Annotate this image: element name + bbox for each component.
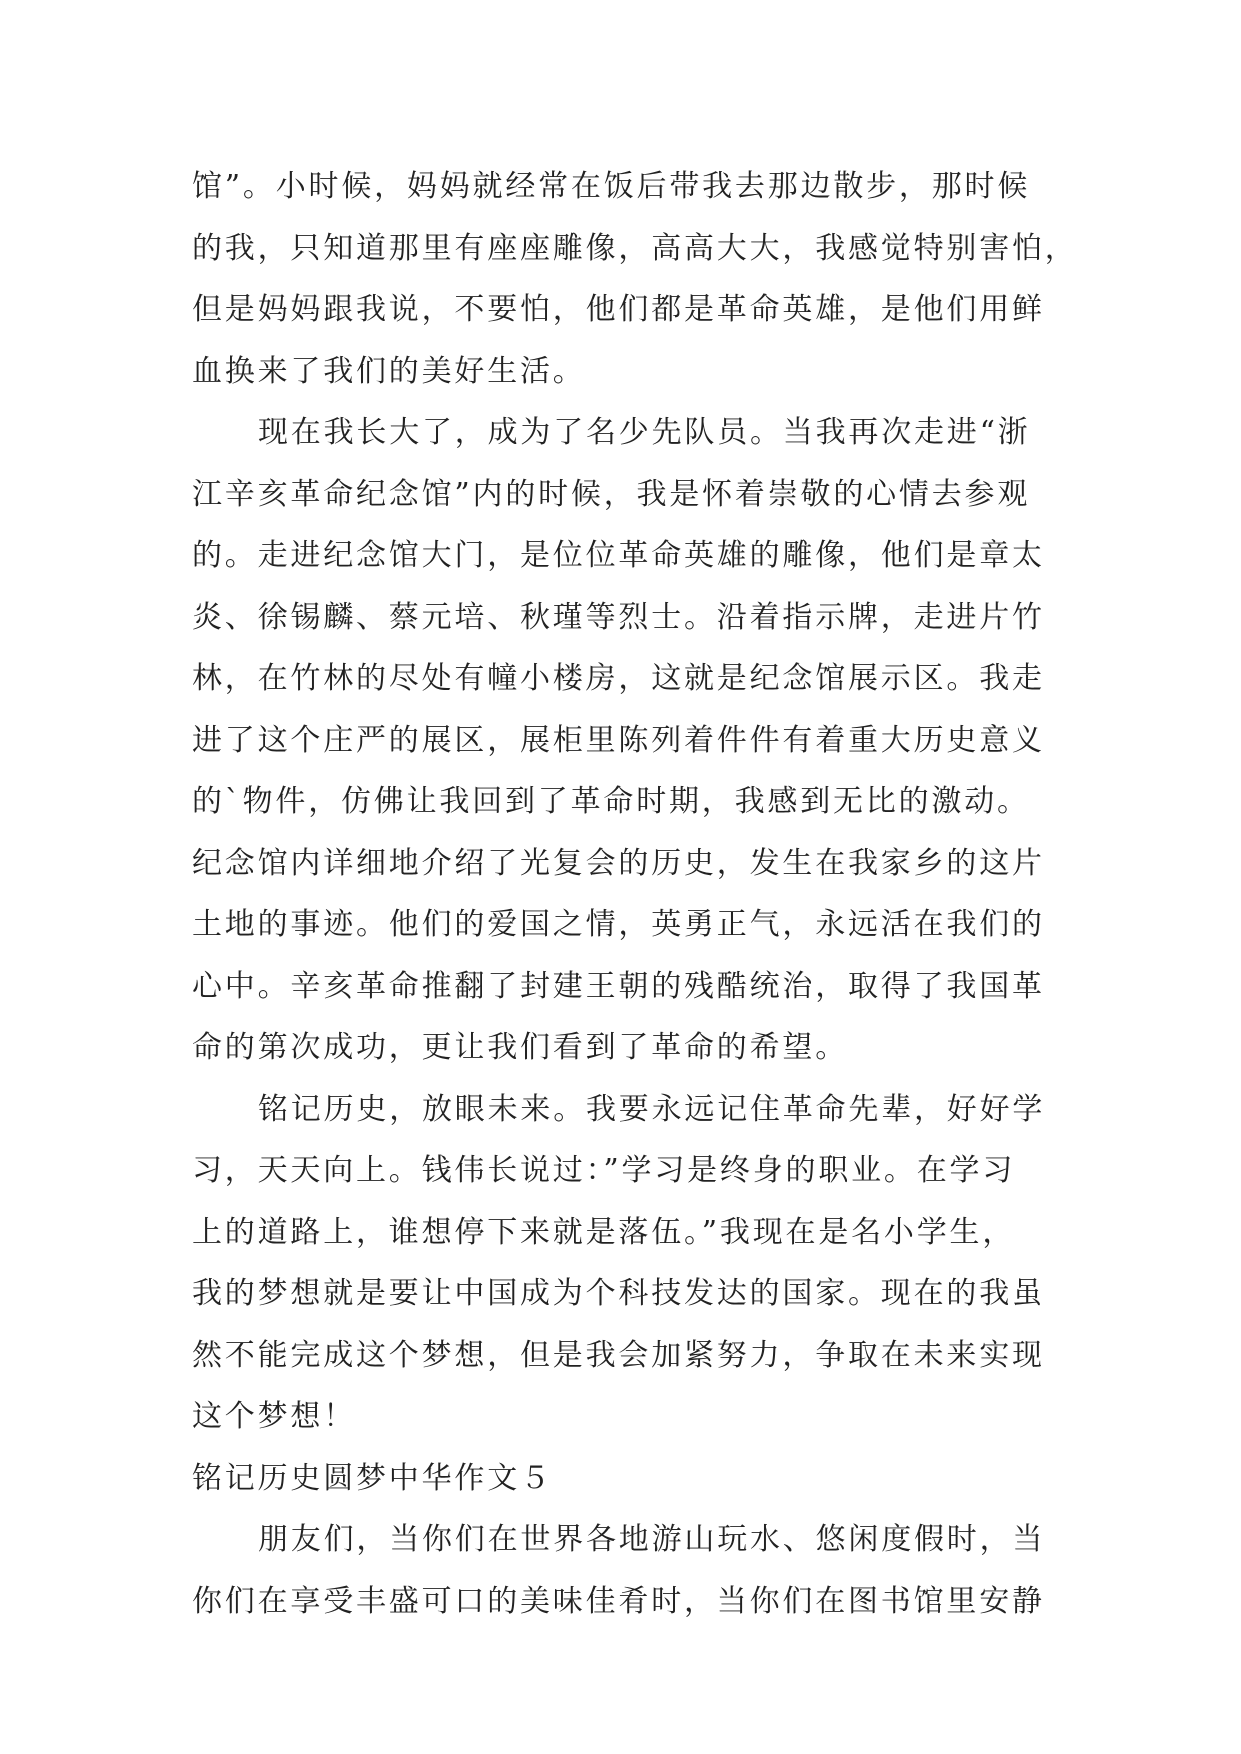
text-line: 你们在享受丰盛可口的美味佳肴时，当你们在图书馆里安静	[192, 1583, 1045, 1619]
text-line: 土地的事迹。他们的爱国之情，英勇正气，永远活在我们的	[192, 907, 1045, 942]
text-line: 铭记历史圆梦中华作文５	[192, 1460, 553, 1496]
text-line: 这个梦想！	[192, 1399, 356, 1434]
text-line: 但是妈妈跟我说，不要怕，他们都是革命英雄，是他们用鲜	[192, 292, 1045, 327]
text-line: 的我，只知道那里有座座雕像，高高大大，我感觉特别害怕，	[192, 230, 1078, 266]
text-line: 纪念馆内详细地介绍了光复会的历史，发生在我家乡的这片	[192, 845, 1045, 881]
text-line: 现在我长大了，成为了名少先队员。当我再次走进“浙	[258, 415, 1031, 450]
text-line: 馆”。小时候，妈妈就经常在饭后带我去那边散步，那时候	[192, 169, 1031, 204]
text-line: 然不能完成这个梦想，但是我会加紧努力，争取在未来实现	[192, 1337, 1045, 1373]
text-line: 炎、徐锡麟、蔡元培、秋瑾等烈士。沿着指示牌，走进片竹	[192, 599, 1045, 635]
text-line: 心中。辛亥革命推翻了封建王朝的残酷统治，取得了我国革	[192, 968, 1045, 1004]
text-line: 命的第次成功，更让我们看到了革命的希望。	[192, 1030, 848, 1065]
text-line: 上的道路上，谁想停下来就是落伍。”我现在是名小学生，	[192, 1214, 1016, 1250]
text-line: 我的梦想就是要让中国成为个科技发达的国家。现在的我虽	[192, 1276, 1045, 1311]
text-line: 朋友们，当你们在世界各地游山玩水、悠闲度假时，当	[258, 1522, 1046, 1557]
text-line: 林，在竹林的尽处有幢小楼房，这就是纪念馆展示区。我走	[192, 661, 1045, 696]
body-text	[192, 156, 1078, 1632]
text-line: 的。走进纪念馆大门，是位位革命英雄的雕像，他们是章太	[192, 538, 1045, 573]
text-line: 习，天天向上。钱伟长说过：”学习是终身的职业。在学习	[192, 1153, 1016, 1188]
text-line: 血换来了我们的美好生活。	[192, 353, 586, 389]
text-line: 进了这个庄严的展区，展柜里陈列着件件有着重大历史意义	[192, 722, 1045, 758]
text-line: 的`物件，仿佛让我回到了革命时期，我感到无比的激动。	[192, 784, 1030, 819]
text-line: 铭记历史，放眼未来。我要永远记住革命先辈，好好学	[258, 1091, 1046, 1127]
text-line: 江辛亥革命纪念馆”内的时候，我是怀着崇敬的心情去参观	[192, 476, 1031, 512]
